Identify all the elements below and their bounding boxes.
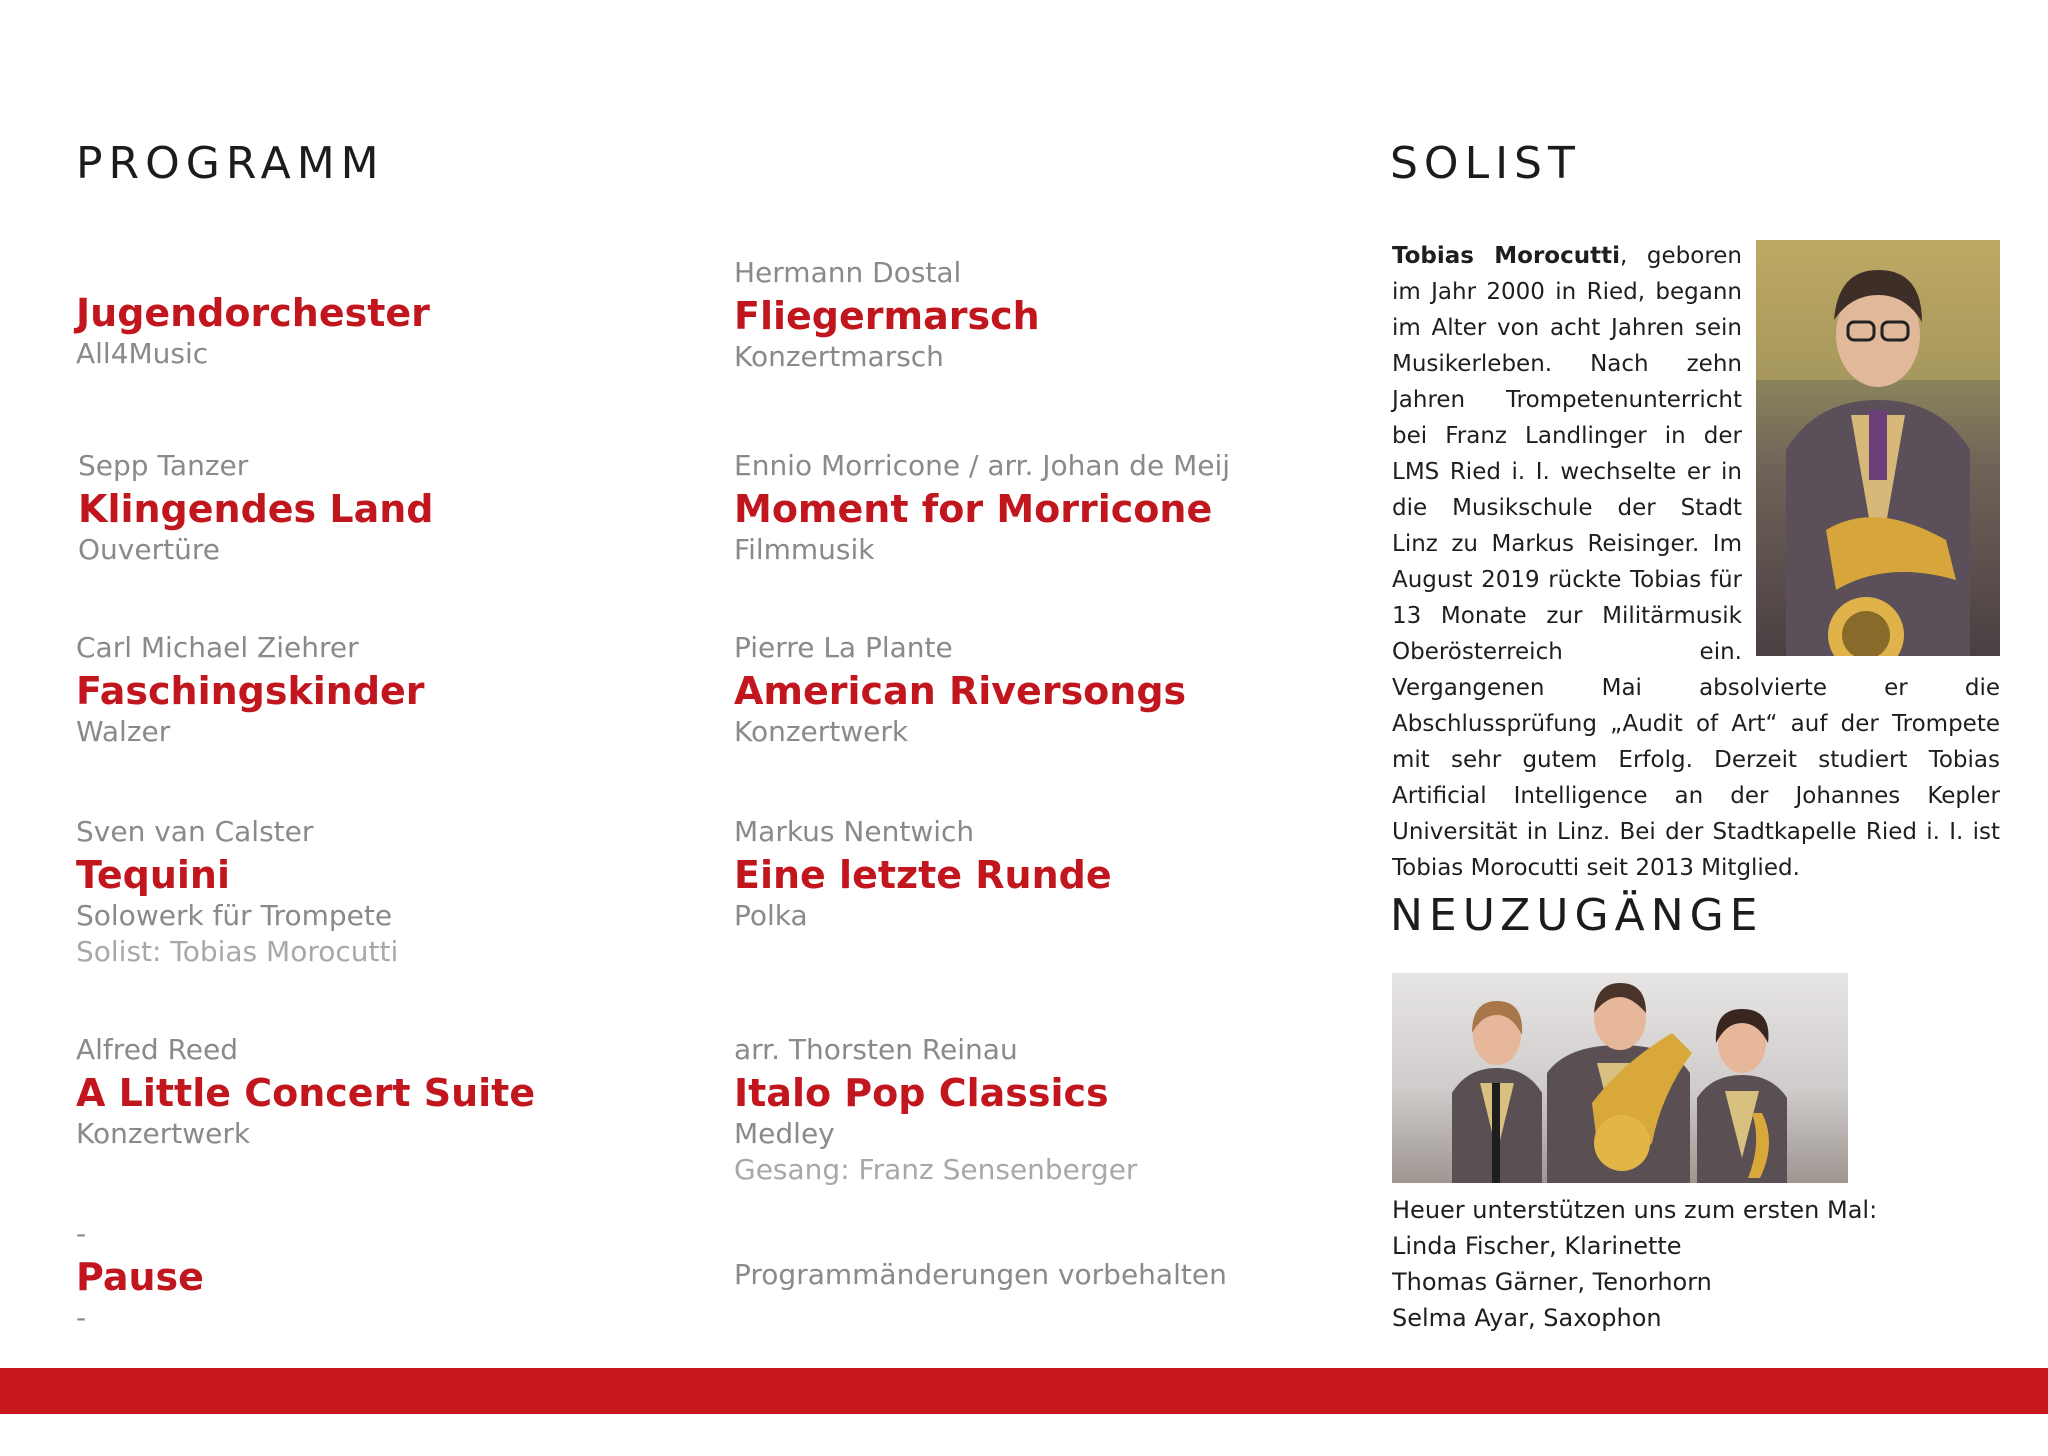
program-item [734,446,1354,568]
piece-note: Gesang: Franz Sensenberger [734,1153,1138,1186]
piece-genre: Walzer [76,715,171,748]
composer: Sven van Calster [76,815,314,848]
composer: Alfred Reed [76,1033,239,1066]
piece-title: Klingendes Land [78,487,434,531]
new-members-photo [1392,973,1848,1183]
soloist-name: Tobias Morocutti [1392,243,1620,269]
program-item [76,812,696,970]
piece-genre: Konzertwerk [76,1117,251,1150]
program-item [78,446,698,568]
piece-genre: - [76,1301,87,1334]
composer: Sepp Tanzer [78,449,249,482]
piece-title: Pause [76,1255,204,1299]
program-item [734,812,1354,934]
new-member-item: Linda Fischer, Klarinette [1392,1232,1682,1260]
program-item [76,1030,696,1152]
piece-title: American Riversongs [734,669,1187,713]
piece-title: Moment for Morricone [734,487,1213,531]
solist-heading: SOLIST [1390,138,1581,189]
new-members-list [1392,1192,1952,1336]
piece-genre: Konzertwerk [734,715,909,748]
program-item [734,628,1354,750]
program-item-pause [76,1214,696,1336]
piece-title: Faschingskinder [76,669,425,713]
piece-genre: Konzertmarsch [734,340,944,373]
piece-title: Fliegermarsch [734,294,1040,338]
new-member-item: Thomas Gärner, Tenorhorn [1392,1268,1712,1296]
soloist-bio-text: , geboren im Jahr 2000 in Ried, begann im Alter von acht Jahren sein Musikerleben. Nach zehn Jahren Trompetenunterricht bei Franz Landlinger in der LMS Ried i. I. wechselte er in die Musikschule der Stadt Linz zu Markus Reisinger. Im August 2019 rückte Tobias für 13 Monate zur Militärmusik Oberösterreich ein. Vergangenen Mai absolvierte er die Abschlussprüfung „Audit of Art“ auf der Trompete mit sehr gutem Erfolg. Derzeit studiert Tobias Artificial Intelligence an der Johannes Kepler Universität in Linz. Bei der Stadtkapelle Ried i. I. ist Tobias Morocutti seit 2013 Mitglied. [1392,243,2000,881]
piece-title: A Little Concert Suite [76,1071,536,1115]
footer-accent-bar [0,1368,2048,1414]
piece-genre: Medley [734,1117,835,1150]
composer: arr. Thorsten Reinau [734,1033,1018,1066]
composer [76,250,696,290]
composer: Ennio Morricone / arr. Johan de Meij [734,449,1231,482]
program-item [76,250,696,372]
program-item [734,253,1354,375]
program-heading: PROGRAMM [76,138,385,189]
solist-section [1392,238,2000,886]
program-item [734,1030,1354,1188]
neuzugaenge-heading: NEUZUGÄNGE [1390,890,1764,941]
new-members-intro: Heuer unterstützen uns zum ersten Mal: [1392,1196,1878,1224]
composer: Hermann Dostal [734,256,962,289]
piece-genre: Ouvertüre [78,533,220,566]
composer: Pierre La Plante [734,631,953,664]
piece-note: Solist: Tobias Morocutti [76,935,399,968]
piece-title: Eine letzte Runde [734,853,1112,897]
soloist-photo [1756,240,2000,656]
composer: - [76,1217,87,1250]
piece-genre: Filmmusik [734,533,875,566]
piece-title: Jugendorchester [76,291,430,335]
piece-genre: Solowerk für Trompete [76,899,393,932]
program-footnote: Programmänderungen vorbehalten [734,1258,1227,1291]
piece-title: Italo Pop Classics [734,1071,1109,1115]
piece-genre: Polka [734,899,808,932]
composer: Carl Michael Ziehrer [76,631,359,664]
composer: Markus Nentwich [734,815,975,848]
new-member-item: Selma Ayar, Saxophon [1392,1304,1662,1332]
piece-genre: All4Music [76,337,209,370]
program-item [76,628,696,750]
piece-title: Tequini [76,853,231,897]
